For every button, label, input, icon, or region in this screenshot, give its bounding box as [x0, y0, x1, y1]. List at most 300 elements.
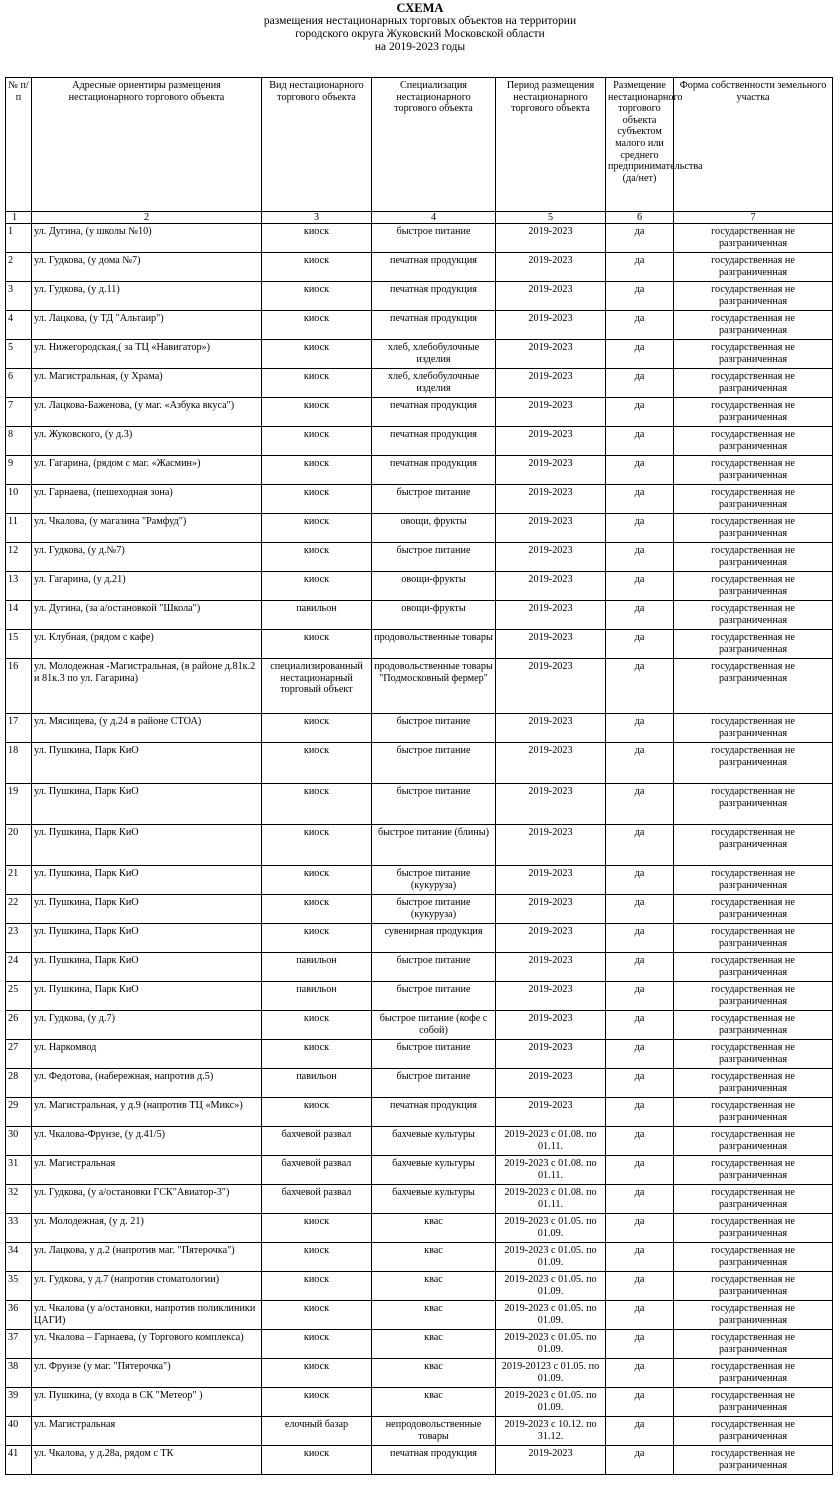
object-kind-cell: киоск [262, 1301, 372, 1330]
period-cell: 2019-2023 [496, 456, 606, 485]
row-number: 22 [6, 895, 32, 924]
specialization-cell: квас [372, 1388, 496, 1417]
address-cell: ул. Гарнаева, (пешеходная зона) [32, 485, 262, 514]
smb-cell: да [606, 659, 674, 714]
object-kind-cell: киоск [262, 895, 372, 924]
ownership-cell: государственная не разграниченная [674, 1417, 833, 1446]
ownership-cell: государственная не разграниченная [674, 427, 833, 456]
ownership-cell: государственная не разграниченная [674, 1388, 833, 1417]
ownership-cell: государственная не разграниченная [674, 743, 833, 784]
row-number: 2 [6, 253, 32, 282]
address-cell: ул. Пушкина, Парк КиО [32, 924, 262, 953]
object-kind-cell: павильон [262, 1069, 372, 1098]
specialization-cell: хлеб, хлебобулочные изделия [372, 340, 496, 369]
specialization-cell: быстрое питание [372, 784, 496, 825]
object-kind-cell: киоск [262, 1098, 372, 1127]
smb-cell: да [606, 1185, 674, 1214]
object-kind-cell: киоск [262, 1040, 372, 1069]
row-number: 31 [6, 1156, 32, 1185]
row-number: 6 [6, 369, 32, 398]
ownership-cell: государственная не разграниченная [674, 572, 833, 601]
table-row [6, 1185, 833, 1214]
row-number: 27 [6, 1040, 32, 1069]
ownership-cell: государственная не разграниченная [674, 630, 833, 659]
specialization-cell: печатная продукция [372, 311, 496, 340]
period-cell: 2019-2023 [496, 1098, 606, 1127]
row-number: 18 [6, 743, 32, 784]
object-kind-cell: киоск [262, 1388, 372, 1417]
period-cell: 2019-2023 с 01.05. по 01.09. [496, 1330, 606, 1359]
address-cell: ул. Гудкова, у д.7 (напротив стоматологии) [32, 1272, 262, 1301]
specialization-cell: бахчевые культуры [372, 1156, 496, 1185]
period-cell: 2019-2023 [496, 1446, 606, 1475]
period-cell: 2019-2023 с 01.05. по 01.09. [496, 1388, 606, 1417]
object-kind-cell: бахчевой развал [262, 1185, 372, 1214]
table-row [6, 743, 833, 784]
specialization-cell: овощи-фрукты [372, 572, 496, 601]
table-row [6, 601, 833, 630]
specialization-cell: быстрое питание [372, 714, 496, 743]
ownership-cell: государственная не разграниченная [674, 543, 833, 572]
object-kind-cell: киоск [262, 1330, 372, 1359]
address-cell: ул. Жуковского, (у д.3) [32, 427, 262, 456]
address-cell: ул. Магистральная [32, 1156, 262, 1185]
ownership-cell: государственная не разграниченная [674, 253, 833, 282]
specialization-cell: быстрое питание [372, 1069, 496, 1098]
column-header-ownership: Форма собственности земельного участка [674, 78, 833, 212]
ownership-cell: государственная не разграниченная [674, 1243, 833, 1272]
smb-cell: да [606, 714, 674, 743]
specialization-cell: печатная продукция [372, 456, 496, 485]
period-cell: 2019-2023 [496, 982, 606, 1011]
smb-cell: да [606, 1388, 674, 1417]
address-cell: ул. Нижегородская,( за ТЦ «Навигатор») [32, 340, 262, 369]
object-kind-cell: киоск [262, 1214, 372, 1243]
address-cell: ул. Наркомвод [32, 1040, 262, 1069]
row-number: 28 [6, 1069, 32, 1098]
period-cell: 2019-2023 [496, 572, 606, 601]
column-number: 5 [496, 212, 606, 224]
specialization-cell: квас [372, 1243, 496, 1272]
smb-cell: да [606, 1243, 674, 1272]
period-cell: 2019-2023 [496, 427, 606, 456]
smb-cell: да [606, 456, 674, 485]
period-cell: 2019-2023 с 01.05. по 01.09. [496, 1243, 606, 1272]
specialization-cell: продовольственные товары [372, 630, 496, 659]
period-cell: 2019-2023 [496, 340, 606, 369]
table-row [6, 1359, 833, 1388]
address-cell: ул. Гудкова, (у дома №7) [32, 253, 262, 282]
ownership-cell: государственная не разграниченная [674, 1098, 833, 1127]
object-kind-cell: киоск [262, 340, 372, 369]
ownership-cell: государственная не разграниченная [674, 1040, 833, 1069]
smb-cell: да [606, 485, 674, 514]
smb-cell: да [606, 953, 674, 982]
smb-cell: да [606, 1359, 674, 1388]
period-cell: 2019-2023 с 01.08. по 01.11. [496, 1127, 606, 1156]
table-row [6, 398, 833, 427]
object-kind-cell: киоск [262, 784, 372, 825]
object-kind-cell: киоск [262, 1272, 372, 1301]
table-row [6, 311, 833, 340]
row-number: 1 [6, 224, 32, 253]
row-number: 3 [6, 282, 32, 311]
smb-cell: да [606, 572, 674, 601]
object-kind-cell: киоск [262, 224, 372, 253]
address-cell: ул. Федотова, (набережная, напротив д.5) [32, 1069, 262, 1098]
object-kind-cell: павильон [262, 953, 372, 982]
smb-cell: да [606, 743, 674, 784]
row-number: 35 [6, 1272, 32, 1301]
row-number: 23 [6, 924, 32, 953]
column-number: 4 [372, 212, 496, 224]
specialization-cell: печатная продукция [372, 1098, 496, 1127]
title-line: городского округа Жуковский Московской области [295, 28, 545, 40]
ownership-cell: государственная не разграниченная [674, 895, 833, 924]
smb-cell: да [606, 1214, 674, 1243]
table-row [6, 1214, 833, 1243]
period-cell: 2019-2023 [496, 1040, 606, 1069]
smb-cell: да [606, 1272, 674, 1301]
specialization-cell: быстрое питание [372, 953, 496, 982]
ownership-cell: государственная не разграниченная [674, 311, 833, 340]
address-cell: ул. Лацкова, (у ТД "Альтаир") [32, 311, 262, 340]
period-cell: 2019-2023 [496, 543, 606, 572]
address-cell: ул. Пушкина, Парк КиО [32, 866, 262, 895]
row-number: 33 [6, 1214, 32, 1243]
row-number: 12 [6, 543, 32, 572]
specialization-cell: печатная продукция [372, 282, 496, 311]
title-line: на 2019-2023 годы [374, 41, 466, 53]
table-row [6, 1301, 833, 1330]
address-cell: ул. Фрунзе (у маг. "Пятерочка") [32, 1359, 262, 1388]
period-cell: 2019-2023 с 01.05. по 01.09. [496, 1301, 606, 1330]
row-number: 32 [6, 1185, 32, 1214]
ownership-cell: государственная не разграниченная [674, 659, 833, 714]
object-kind-cell: киоск [262, 456, 372, 485]
smb-cell: да [606, 543, 674, 572]
smb-cell: да [606, 601, 674, 630]
address-cell: ул. Гудкова, (у д.11) [32, 282, 262, 311]
specialization-cell: печатная продукция [372, 253, 496, 282]
period-cell: 2019-2023 [496, 895, 606, 924]
object-kind-cell: киоск [262, 714, 372, 743]
smb-cell: да [606, 784, 674, 825]
row-number: 16 [6, 659, 32, 714]
row-number: 14 [6, 601, 32, 630]
specialization-cell: квас [372, 1272, 496, 1301]
address-cell: ул. Пушкина, Парк КиО [32, 895, 262, 924]
ownership-cell: государственная не разграниченная [674, 282, 833, 311]
specialization-cell: хлеб, хлебобулочные изделия [372, 369, 496, 398]
object-kind-cell: киоск [262, 311, 372, 340]
row-number: 19 [6, 784, 32, 825]
period-cell: 2019-2023 [496, 369, 606, 398]
object-kind-cell: киоск [262, 1446, 372, 1475]
period-cell: 2019-2023 с 01.08. по 01.11. [496, 1156, 606, 1185]
specialization-cell: квас [372, 1330, 496, 1359]
smb-cell: да [606, 224, 674, 253]
specialization-cell: печатная продукция [372, 398, 496, 427]
smb-cell: да [606, 1446, 674, 1475]
table-row [6, 427, 833, 456]
address-cell: ул. Дугина, (у школы №10) [32, 224, 262, 253]
specialization-cell: быстрое питание [372, 224, 496, 253]
smb-cell: да [606, 1330, 674, 1359]
column-header-kind: Вид нестационарного торгового объекта [262, 78, 372, 212]
smb-cell: да [606, 924, 674, 953]
address-cell: ул. Мясищева, (у д.24 в районе СТОА) [32, 714, 262, 743]
specialization-cell: печатная продукция [372, 427, 496, 456]
table-row [6, 1098, 833, 1127]
address-cell: ул. Гудкова, (у д.7) [32, 1011, 262, 1040]
object-kind-cell: киоск [262, 485, 372, 514]
table-row [6, 982, 833, 1011]
row-number: 24 [6, 953, 32, 982]
column-number: 7 [674, 212, 833, 224]
table-row [6, 456, 833, 485]
table-row [6, 1127, 833, 1156]
address-cell: ул. Пушкина, Парк КиО [32, 784, 262, 825]
table-row [6, 1069, 833, 1098]
address-cell: ул. Гагарина, (рядом с маг. «Жасмин») [32, 456, 262, 485]
address-cell: ул. Магистральная, у д.9 (напротив ТЦ «Микс») [32, 1098, 262, 1127]
object-kind-cell: киоск [262, 924, 372, 953]
smb-cell: да [606, 1098, 674, 1127]
object-kind-cell: киоск [262, 1243, 372, 1272]
row-number: 36 [6, 1301, 32, 1330]
address-cell: ул. Дугина, (за а/остановкой "Школа") [32, 601, 262, 630]
address-cell: ул. Гагарина, (у д.21) [32, 572, 262, 601]
table-row [6, 485, 833, 514]
ownership-cell: государственная не разграниченная [674, 340, 833, 369]
column-header-specialization: Специализация нестационарного торгового объекта [372, 78, 496, 212]
ownership-cell: государственная не разграниченная [674, 456, 833, 485]
table-row [6, 1446, 833, 1475]
smb-cell: да [606, 1156, 674, 1185]
ownership-cell: государственная не разграниченная [674, 1156, 833, 1185]
object-kind-cell: специализированный нестационарный торговый объект [262, 659, 372, 714]
specialization-cell: быстрое питание [372, 743, 496, 784]
period-cell: 2019-2023 [496, 398, 606, 427]
row-number: 39 [6, 1388, 32, 1417]
address-cell: ул. Магистральная, (у Храма) [32, 369, 262, 398]
period-cell: 2019-2023 [496, 630, 606, 659]
object-kind-cell: киоск [262, 253, 372, 282]
period-cell: 2019-2023 [496, 714, 606, 743]
period-cell: 2019-2023 [496, 514, 606, 543]
specialization-cell: быстрое питание (блины) [372, 825, 496, 866]
period-cell: 2019-2023 [496, 659, 606, 714]
table-row [6, 1388, 833, 1417]
specialization-cell: быстрое питание (кукуруза) [372, 895, 496, 924]
row-number: 25 [6, 982, 32, 1011]
table-row [6, 369, 833, 398]
ownership-cell: государственная не разграниченная [674, 485, 833, 514]
ownership-cell: государственная не разграниченная [674, 866, 833, 895]
table-row [6, 866, 833, 895]
object-kind-cell: киоск [262, 282, 372, 311]
column-number: 1 [6, 212, 32, 224]
address-cell: ул. Магистральная [32, 1417, 262, 1446]
period-cell: 2019-2023 [496, 825, 606, 866]
object-kind-cell: павильон [262, 982, 372, 1011]
ownership-cell: государственная не разграниченная [674, 825, 833, 866]
smb-cell: да [606, 630, 674, 659]
object-kind-cell: киоск [262, 1011, 372, 1040]
table-row [6, 825, 833, 866]
smb-cell: да [606, 1417, 674, 1446]
row-number: 4 [6, 311, 32, 340]
address-cell: ул. Пушкина, Парк КиО [32, 953, 262, 982]
row-number: 26 [6, 1011, 32, 1040]
period-cell: 2019-2023 [496, 924, 606, 953]
period-cell: 2019-20123 с 01.05. по 01.09. [496, 1359, 606, 1388]
specialization-cell: бахчевые культуры [372, 1127, 496, 1156]
ownership-cell: государственная не разграниченная [674, 924, 833, 953]
ownership-cell: государственная не разграниченная [674, 953, 833, 982]
period-cell: 2019-2023 [496, 784, 606, 825]
header-row [6, 78, 833, 212]
table-row [6, 895, 833, 924]
smb-cell: да [606, 253, 674, 282]
row-number: 21 [6, 866, 32, 895]
column-header-address: Адресные ориентиры размещения нестационарного торгового объекта [32, 78, 262, 212]
ownership-cell: государственная не разграниченная [674, 1272, 833, 1301]
row-number: 11 [6, 514, 32, 543]
row-number: 30 [6, 1127, 32, 1156]
table-row [6, 1272, 833, 1301]
ownership-cell: государственная не разграниченная [674, 1359, 833, 1388]
period-cell: 2019-2023 [496, 224, 606, 253]
period-cell: 2019-2023 [496, 743, 606, 784]
smb-cell: да [606, 340, 674, 369]
row-number: 15 [6, 630, 32, 659]
address-cell: ул. Пушкина, Парк КиО [32, 825, 262, 866]
smb-cell: да [606, 825, 674, 866]
ownership-cell: государственная не разграниченная [674, 224, 833, 253]
column-header-smb: Размещение нестационарного торгового объекта субъектом малого или среднего предпринимательства (да/нет) [606, 78, 674, 212]
column-header-number: № п/п [6, 78, 32, 212]
period-cell: 2019-2023 [496, 282, 606, 311]
ownership-cell: государственная не разграниченная [674, 714, 833, 743]
specialization-cell: квас [372, 1214, 496, 1243]
row-number: 17 [6, 714, 32, 743]
ownership-cell: государственная не разграниченная [674, 398, 833, 427]
ownership-cell: государственная не разграниченная [674, 1011, 833, 1040]
period-cell: 2019-2023 с 01.05. по 01.09. [496, 1214, 606, 1243]
ownership-cell: государственная не разграниченная [674, 1446, 833, 1475]
period-cell: 2019-2023 [496, 253, 606, 282]
column-number-row [6, 212, 833, 224]
row-number: 7 [6, 398, 32, 427]
object-kind-cell: киоск [262, 825, 372, 866]
smb-cell: да [606, 369, 674, 398]
ownership-cell: государственная не разграниченная [674, 601, 833, 630]
column-number: 2 [32, 212, 262, 224]
specialization-cell: квас [372, 1359, 496, 1388]
address-cell: ул. Пушкина, Парк КиО [32, 743, 262, 784]
table-row [6, 543, 833, 572]
smb-cell: да [606, 311, 674, 340]
table-row [6, 953, 833, 982]
period-cell: 2019-2023 [496, 953, 606, 982]
period-cell: 2019-2023 с 01.08. по 01.11. [496, 1185, 606, 1214]
period-cell: 2019-2023 [496, 1069, 606, 1098]
table-row [6, 1243, 833, 1272]
object-kind-cell: киоск [262, 427, 372, 456]
table-row [6, 924, 833, 953]
table-row [6, 1417, 833, 1446]
address-cell: ул. Лацкова-Баженова, (у маг. «Азбука вкуса") [32, 398, 262, 427]
object-kind-cell: киоск [262, 514, 372, 543]
period-cell: 2019-2023 с 10.12. по 31.12. [496, 1417, 606, 1446]
object-kind-cell: бахчевой развал [262, 1156, 372, 1185]
address-cell: ул. Гудкова, (у д.№7) [32, 543, 262, 572]
table-row [6, 514, 833, 543]
row-number: 20 [6, 825, 32, 866]
specialization-cell: быстрое питание [372, 485, 496, 514]
smb-cell: да [606, 427, 674, 456]
object-kind-cell: елочный базар [262, 1417, 372, 1446]
smb-cell: да [606, 398, 674, 427]
address-cell: ул. Гудкова, (у а/остановки ГСК"Авиатор-3") [32, 1185, 262, 1214]
object-kind-cell: павильон [262, 601, 372, 630]
smb-cell: да [606, 866, 674, 895]
specialization-cell: бахчевые культуры [372, 1185, 496, 1214]
title-line: размещения нестационарных торговых объектов на территории [263, 15, 577, 27]
specialization-cell: непродовольственные товары [372, 1417, 496, 1446]
specialization-cell: овощи-фрукты [372, 601, 496, 630]
period-cell: 2019-2023 [496, 601, 606, 630]
table-row [6, 1156, 833, 1185]
address-cell: ул. Молодежная -Магистральная, (в районе д.81к.2 и 81к.3 по ул. Гагарина) [32, 659, 262, 714]
row-number: 29 [6, 1098, 32, 1127]
smb-cell: да [606, 1069, 674, 1098]
smb-cell: да [606, 514, 674, 543]
ownership-cell: государственная не разграниченная [674, 982, 833, 1011]
row-number: 34 [6, 1243, 32, 1272]
row-number: 9 [6, 456, 32, 485]
table-row [6, 630, 833, 659]
row-number: 13 [6, 572, 32, 601]
address-cell: ул. Пушкина, (у входа в СК "Метеор" ) [32, 1388, 262, 1417]
object-kind-cell: киоск [262, 630, 372, 659]
specialization-cell: быстрое питание [372, 1040, 496, 1069]
table-row [6, 1011, 833, 1040]
specialization-cell: печатная продукция [372, 1446, 496, 1475]
address-cell: ул. Чкалова (у а/остановки, напротив поликлиники ЦАГИ) [32, 1301, 262, 1330]
row-number: 8 [6, 427, 32, 456]
specialization-cell: продовольственные товары "Подмосковный фермер" [372, 659, 496, 714]
period-cell: 2019-2023 [496, 866, 606, 895]
specialization-cell: сувенирная продукция [372, 924, 496, 953]
specialization-cell: овощи, фрукты [372, 514, 496, 543]
column-number: 3 [262, 212, 372, 224]
row-number: 5 [6, 340, 32, 369]
table-row [6, 714, 833, 743]
address-cell: ул. Пушкина, Парк КиО [32, 982, 262, 1011]
smb-cell: да [606, 1011, 674, 1040]
ownership-cell: государственная не разграниченная [674, 1301, 833, 1330]
period-cell: 2019-2023 [496, 485, 606, 514]
table-row [6, 784, 833, 825]
object-kind-cell: киоск [262, 572, 372, 601]
specialization-cell: квас [372, 1301, 496, 1330]
object-kind-cell: киоск [262, 1359, 372, 1388]
row-number: 40 [6, 1417, 32, 1446]
ownership-cell: государственная не разграниченная [674, 1069, 833, 1098]
